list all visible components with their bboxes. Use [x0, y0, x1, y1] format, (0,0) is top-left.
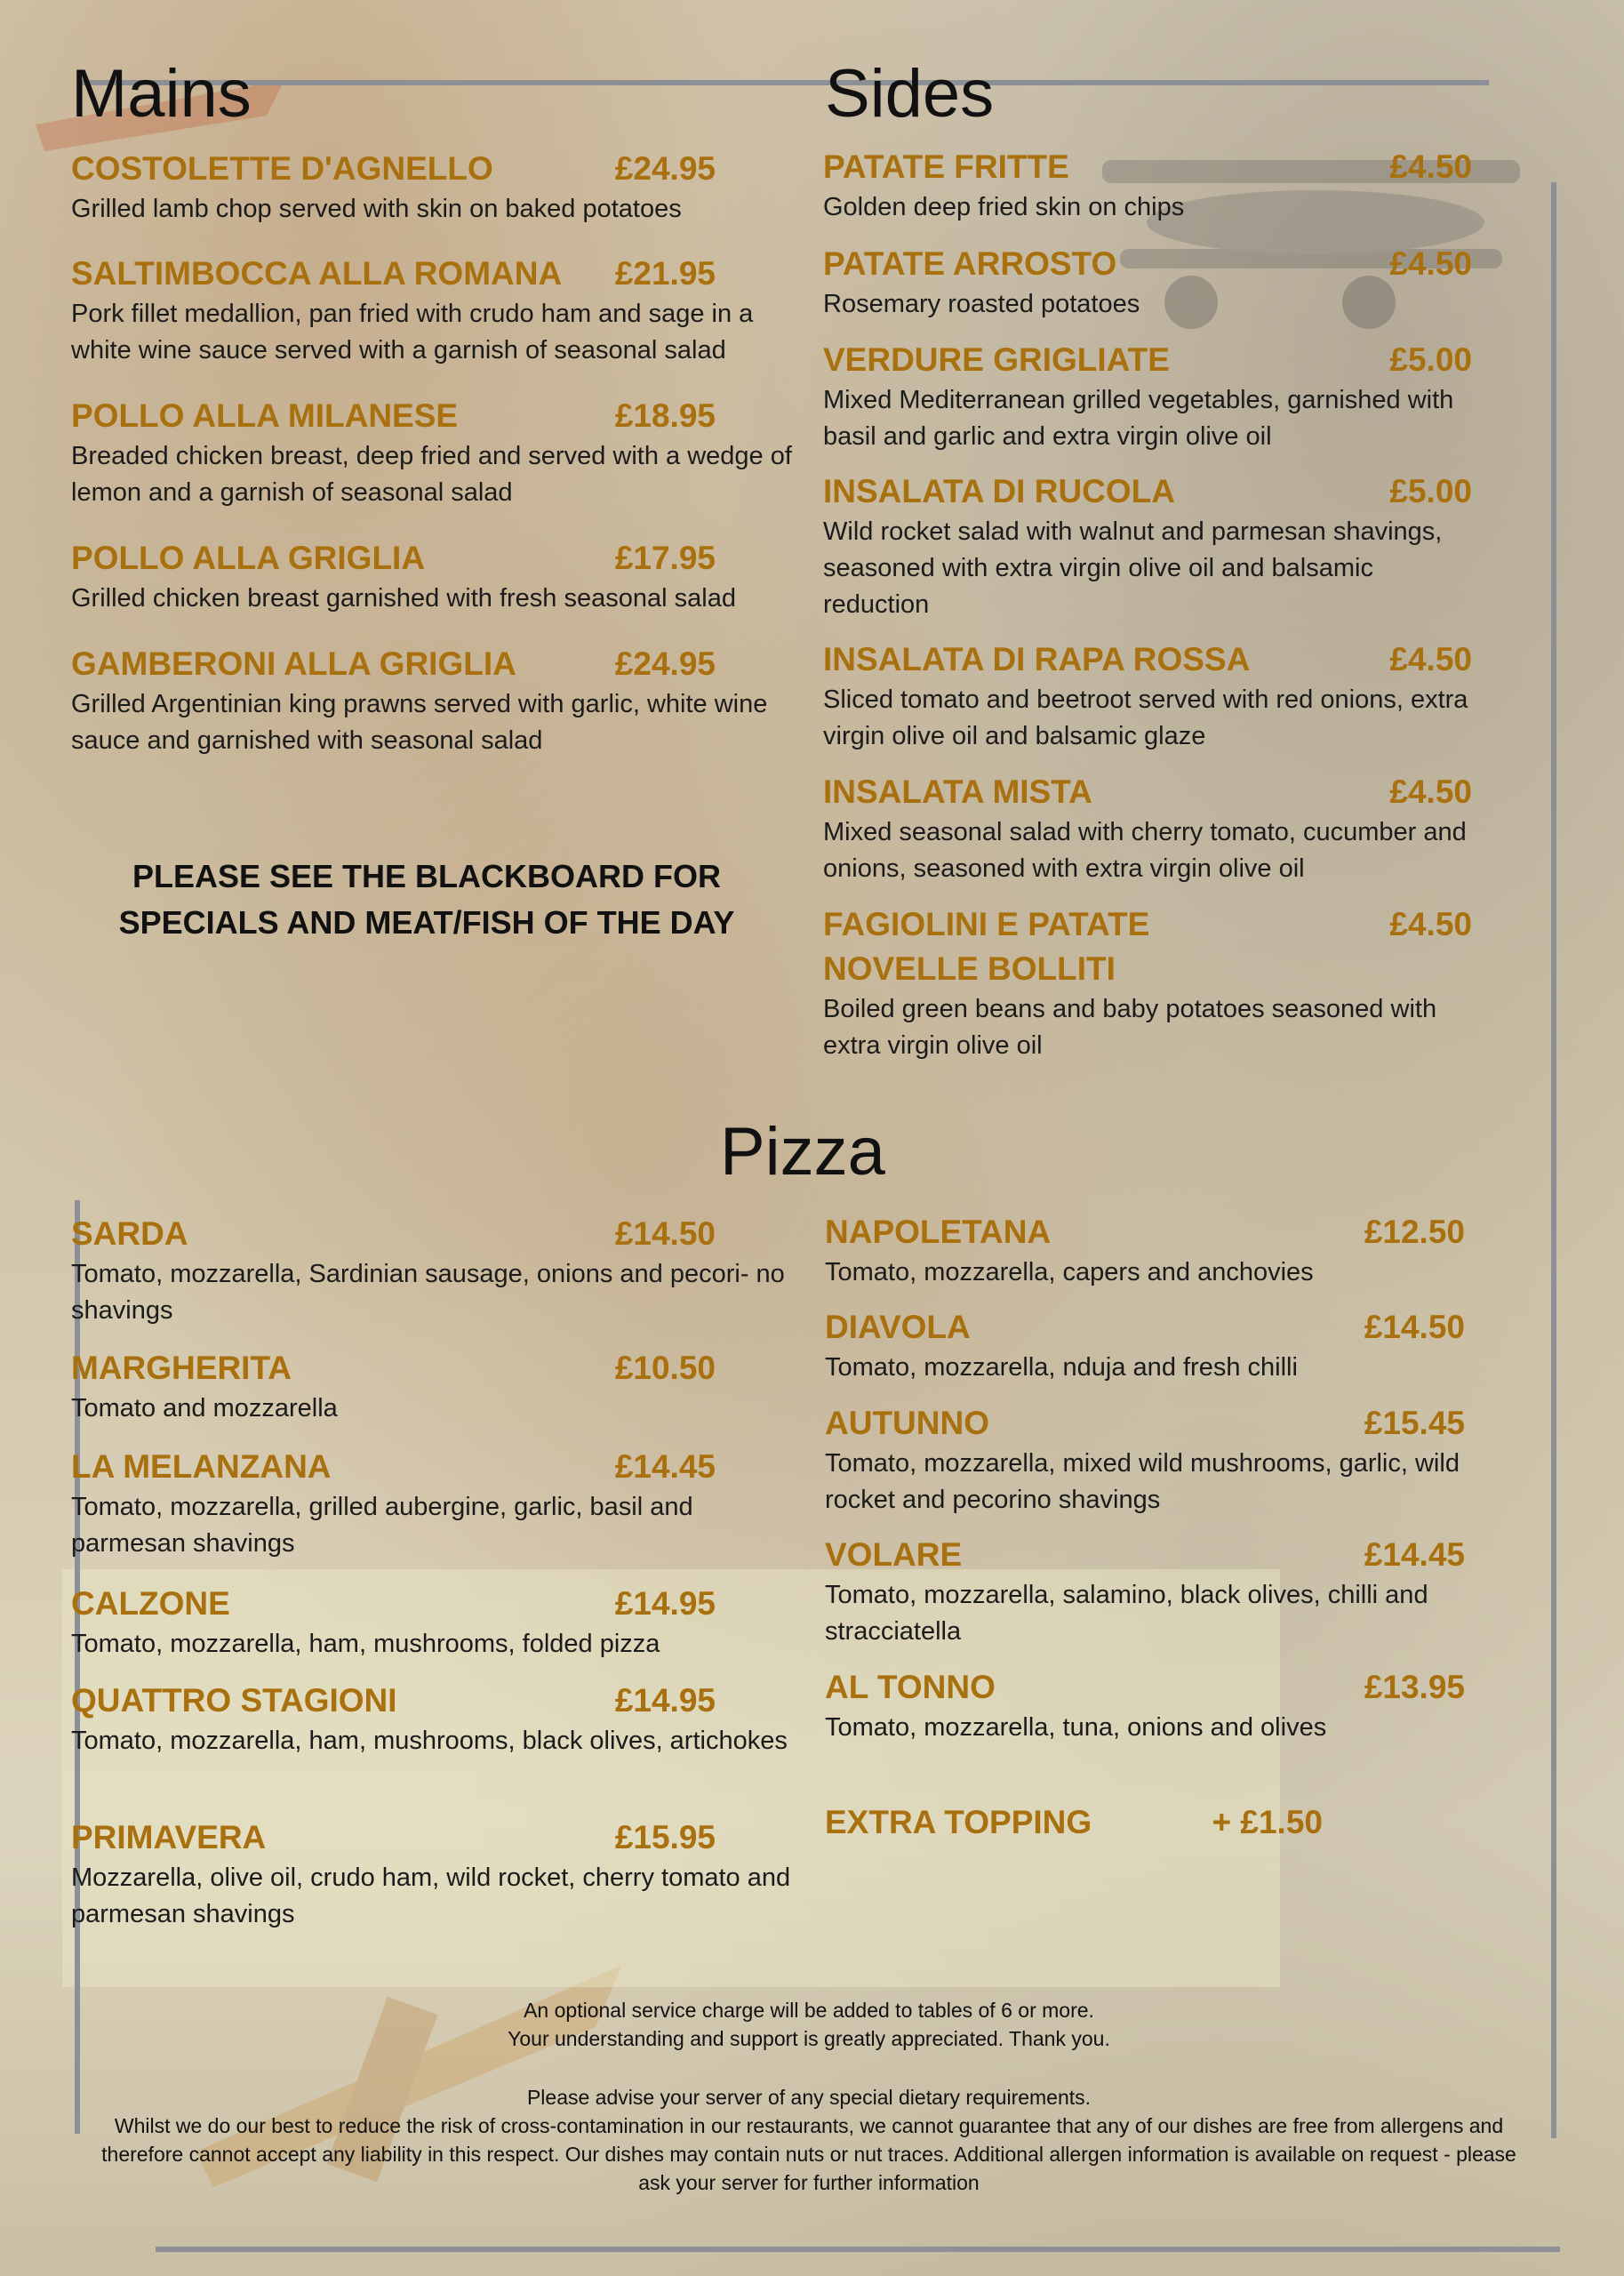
menu-item: [825, 1210, 1465, 1291]
item-description: Tomato, mozzarella, Sardinian sausage, onions and pecori- no shavings: [71, 1260, 785, 1325]
item-price: £10.50: [614, 1350, 716, 1386]
decorative-rule-left: [75, 1200, 80, 2134]
item-price: £4.50: [1389, 641, 1472, 677]
item-name: INSALATA MISTA: [823, 773, 1092, 810]
item-name: MARGHERITA: [71, 1350, 292, 1386]
item-name: LA MELANZANA: [71, 1448, 332, 1485]
item-price: £4.50: [1389, 245, 1472, 282]
menu-item: [71, 252, 796, 369]
menu-item: [823, 338, 1472, 455]
item-price: £14.95: [614, 1682, 716, 1719]
item-price: £4.50: [1389, 906, 1472, 942]
item-description: Mozzarella, olive oil, crudo ham, wild rocket, cherry tomato and parmesan shavings: [71, 1863, 791, 1928]
item-description: Pork fillet medallion, pan fried with crudo ham and sage in a white wine sauce served with a garnish of seasonal salad: [71, 300, 754, 365]
menu-item: [823, 242, 1472, 323]
item-price: £12.50: [1364, 1214, 1465, 1250]
item-price: £4.50: [1389, 148, 1472, 185]
decorative-rule-top: [80, 80, 1489, 85]
item-description: Boiled green beans and baby potatoes seasoned with extra virgin olive oil: [823, 995, 1437, 1060]
item-price: £5.00: [1389, 341, 1472, 378]
item-price: £15.45: [1364, 1405, 1465, 1441]
item-name: SARDA: [71, 1215, 188, 1252]
item-description: Mixed seasonal salad with cherry tomato, cucumber and onions, seasoned with extra virgin olive oil: [823, 818, 1467, 883]
item-name: CALZONE: [71, 1585, 230, 1622]
item-name: INSALATA DI RUCOLA: [823, 473, 1175, 509]
item-price: £13.95: [1364, 1669, 1465, 1705]
menu-item: [71, 394, 796, 511]
item-name: FAGIOLINI E PATATE NOVELLE BOLLITI: [823, 906, 1150, 987]
item-description: Grilled chicken breast garnished with fresh seasonal salad: [71, 584, 736, 613]
item-description: Grilled Argentinian king prawns served with garlic, white wine sauce and garnished with seasonal salad: [71, 690, 768, 755]
item-price: £5.00: [1389, 473, 1472, 509]
item-description: Mixed Mediterranean grilled vegetables, garnished with basil and garlic and extra virgin olive oil: [823, 386, 1454, 451]
item-name: VOLARE: [825, 1536, 963, 1573]
item-price: £4.50: [1389, 773, 1472, 810]
extra-topping-price: + £1.50: [1212, 1804, 1323, 1840]
menu-item: [823, 469, 1472, 623]
item-description: Tomato, mozzarella, mixed wild mushrooms, garlic, wild rocket and pecorino shavings: [825, 1449, 1460, 1514]
menu-item: [71, 1445, 796, 1562]
decorative-rule-right: [1551, 182, 1556, 2138]
menu-item: [825, 1401, 1509, 1519]
item-name: POLLO ALLA MILANESE: [71, 397, 459, 434]
item-price: £14.95: [614, 1585, 716, 1622]
item-name: PATATE ARROSTO: [823, 245, 1117, 282]
item-price: £24.95: [614, 150, 716, 187]
footer-notes: [80, 1996, 1538, 2197]
item-price: £24.95: [614, 645, 716, 682]
item-name: PATATE FRITTE: [823, 148, 1069, 185]
item-description: Golden deep fried skin on chips: [823, 193, 1185, 221]
item-name: COSTOLETTE D'AGNELLO: [71, 150, 493, 187]
mains-title: Mains: [71, 56, 252, 132]
item-name: VERDURE GRIGLIATE: [823, 341, 1170, 378]
menu-item: [71, 1815, 796, 1933]
sides-title: Sides: [825, 56, 995, 132]
dietary-note: Please advise your server of any special dietary requirements.: [526, 2086, 1092, 2109]
item-price: £18.95: [614, 397, 716, 434]
extra-topping-label: EXTRA TOPPING: [825, 1804, 1092, 1840]
item-description: Tomato, mozzarella, ham, mushrooms, folded pizza: [71, 1630, 660, 1658]
item-price: £17.95: [614, 540, 716, 576]
item-description: Grilled lamb chop served with skin on baked potatoes: [71, 195, 682, 223]
item-description: Tomato, mozzarella, grilled aubergine, garlic, basil and parmesan shavings: [71, 1493, 693, 1558]
item-name: POLLO ALLA GRIGLIA: [71, 540, 426, 576]
extra-topping: [825, 1800, 1323, 1845]
menu-item: [823, 637, 1472, 755]
item-price: £14.45: [614, 1448, 716, 1485]
menu-item: [71, 536, 796, 617]
item-price: £14.50: [614, 1215, 716, 1252]
allergen-note: Whilst we do our best to reduce the risk of cross-contamination in our restaurants, we cannot guarantee that any of our dishes are free from allergens and therefore cannot accept any liability in this respect. Our dishes may contain nuts or nut traces. Additional allergen information is available on request - please ask your server for further information: [101, 2114, 1516, 2194]
item-name: DIAVOLA: [825, 1309, 971, 1345]
decorative-rule-bottom: [156, 2247, 1560, 2252]
menu-item: [71, 1679, 796, 1759]
item-price: £14.45: [1364, 1536, 1465, 1573]
menu-item: [71, 1346, 796, 1427]
item-name: INSALATA DI RAPA ROSSA: [823, 641, 1251, 677]
menu-item: [71, 147, 796, 228]
item-name: PRIMAVERA: [71, 1819, 267, 1855]
item-price: £15.95: [614, 1819, 716, 1855]
menu-item: [825, 1533, 1465, 1650]
menu-item: [71, 1212, 796, 1329]
service-charge-note: An optional service charge will be added to tables of 6 or more.: [524, 1999, 1094, 2022]
menu-item: [71, 1582, 796, 1663]
item-price: £14.50: [1364, 1309, 1465, 1345]
menu-item: [71, 642, 796, 759]
item-description: Sliced tomato and beetroot served with red onions, extra virgin olive oil and balsamic glaze: [823, 685, 1468, 750]
menu-item: [823, 145, 1472, 226]
item-description: Tomato and mozzarella: [71, 1394, 338, 1422]
menu-item: [823, 770, 1472, 887]
item-name: AUTUNNO: [825, 1405, 989, 1441]
item-description: Tomato, mozzarella, salamino, black olives, chilli and stracciatella: [825, 1581, 1428, 1646]
item-name: AL TONNO: [825, 1669, 996, 1705]
item-name: SALTIMBOCCA ALLA ROMANA: [71, 255, 563, 292]
item-description: Tomato, mozzarella, capers and anchovies: [825, 1258, 1314, 1286]
item-description: Tomato, mozzarella, ham, mushrooms, black olives, artichokes: [71, 1727, 788, 1755]
menu-item: [825, 1305, 1465, 1386]
item-description: Wild rocket salad with walnut and parmesan shavings, seasoned with extra virgin olive oil and balsamic reduction: [823, 517, 1443, 619]
item-name: GAMBERONI ALLA GRIGLIA: [71, 645, 516, 682]
menu-item: [825, 1665, 1465, 1746]
item-price: £21.95: [614, 255, 716, 292]
item-name: NAPOLETANA: [825, 1214, 1052, 1250]
thank-you-note: Your understanding and support is greatly appreciated. Thank you.: [508, 2027, 1110, 2050]
item-description: Rosemary roasted potatoes: [823, 290, 1140, 318]
item-description: Tomato, mozzarella, nduja and fresh chilli: [825, 1353, 1298, 1382]
menu-item: [823, 902, 1472, 1064]
specials-notice: PLEASE SEE THE BLACKBOARD FOR SPECIALS AND MEAT/FISH OF THE DAY: [118, 858, 735, 941]
item-description: Breaded chicken breast, deep fried and served with a wedge of lemon and a garnish of seasonal salad: [71, 442, 792, 507]
pizza-title: Pizza: [720, 1114, 885, 1190]
item-name: QUATTRO STAGIONI: [71, 1682, 397, 1719]
item-description: Tomato, mozzarella, tuna, onions and olives: [825, 1713, 1327, 1742]
